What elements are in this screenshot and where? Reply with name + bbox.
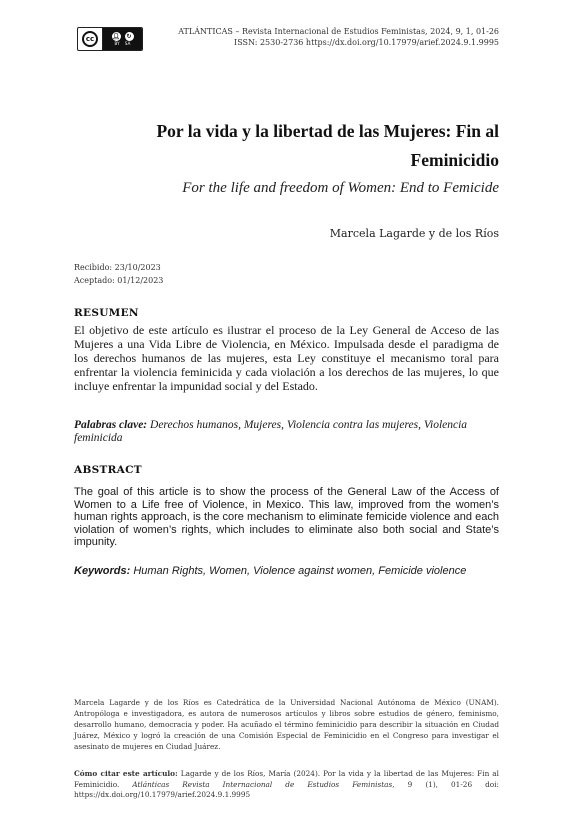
palabras-clave-list: Derechos humanos, Mujeres, Violencia contra las mujeres, Violencia feminicida xyxy=(74,419,468,444)
keywords-label: Keywords: xyxy=(74,565,131,577)
creative-commons-icon: cc xyxy=(82,31,98,47)
citation-label: Cómo citar este artículo: xyxy=(74,769,178,778)
article-title-line-1: Por la vida y la libertad de las Mujeres: Fin al xyxy=(156,121,499,141)
citation-tail: , 9 (1), 01-26 doi: https://dx.doi.org/10.17979/arief.2024.9.1.9995 xyxy=(74,779,499,799)
citation xyxy=(74,769,499,801)
abstract-body: The goal of this article is to show the process of the General Law of the Access of Women to a Life free of Violence, in Mexico. This law, improved from the women’s human rights approach, is the core mechanism to eliminate femicide violence and each violation of women’s rights, which includes to eliminate also both social and State’s impunity. xyxy=(74,486,499,549)
accepted-date: Aceptado: 01/12/2023 xyxy=(74,276,164,285)
cc-license-badge xyxy=(77,27,143,51)
keywords-list: Human Rights, Women, Violence against women, Femicide violence xyxy=(133,565,467,577)
author-bio: Marcela Lagarde y de los Ríos es Catedrática de la Universidad Nacional Autónoma de México (UNAM). Antropóloga e investigadora, es autora de numerosos artículos y libros sobre estudios de género, feminismo, desarrollo humano, democracia y poder. Ha acuñado el término feminicidio para describir la situación en Ciudad Juárez, México y logró la creación de una Comisión Especial de Feminicidio en el Congreso para investigar el asesinato de mujeres en Ciudad Juárez. xyxy=(74,698,499,751)
license-code-by: BY xyxy=(114,41,120,46)
article-title-line-2: Feminicidio xyxy=(410,150,499,170)
attribution-icon: 👤︎ xyxy=(112,33,120,40)
author-name: Marcela Lagarde y de los Ríos xyxy=(329,227,499,240)
issn-doi-line: ISSN: 2530-2736 https://dx.doi.org/10.17979/arief.2024.9.1.9995 xyxy=(234,38,499,47)
resumen-body: El objetivo de este artículo es ilustrar el proceso de la Ley General de Acceso de las Mujeres a una Vida Libre de Violencia, en México. Impulsada desde el paradigma de los derechos humanos de las mujeres, esta Ley constituye el mecanismo toral para enfrentar la violencia feminicida y cada violación a los derechos de las mujeres, lo que incluye enfrentar la impunidad social y del Estado. xyxy=(74,323,499,393)
keywords xyxy=(74,565,499,578)
citation-text: Lagarde y de los Ríos, María (2024). Por la vida y la libertad de las Mujeres: Fin al Feminicidio. xyxy=(74,769,499,789)
palabras-clave xyxy=(74,419,499,445)
journal-line: ATLÁNTICAS – Revista Internacional de Estudios Feministas, 2024, 9, 1, 01-26 xyxy=(178,27,499,36)
share-alike-icon: ↻ xyxy=(126,33,132,40)
resumen-heading: RESUMEN xyxy=(74,307,139,319)
article-subtitle: For the life and freedom of Women: End to Femicide xyxy=(182,180,499,196)
license-code-sa: SA xyxy=(124,41,131,46)
received-date: Recibido: 23/10/2023 xyxy=(74,263,161,272)
abstract-heading: ABSTRACT xyxy=(74,464,142,476)
citation-journal: Atlánticas Revista Internacional de Estudios Feministas xyxy=(132,779,393,789)
palabras-clave-label: Palabras clave: xyxy=(74,419,148,431)
